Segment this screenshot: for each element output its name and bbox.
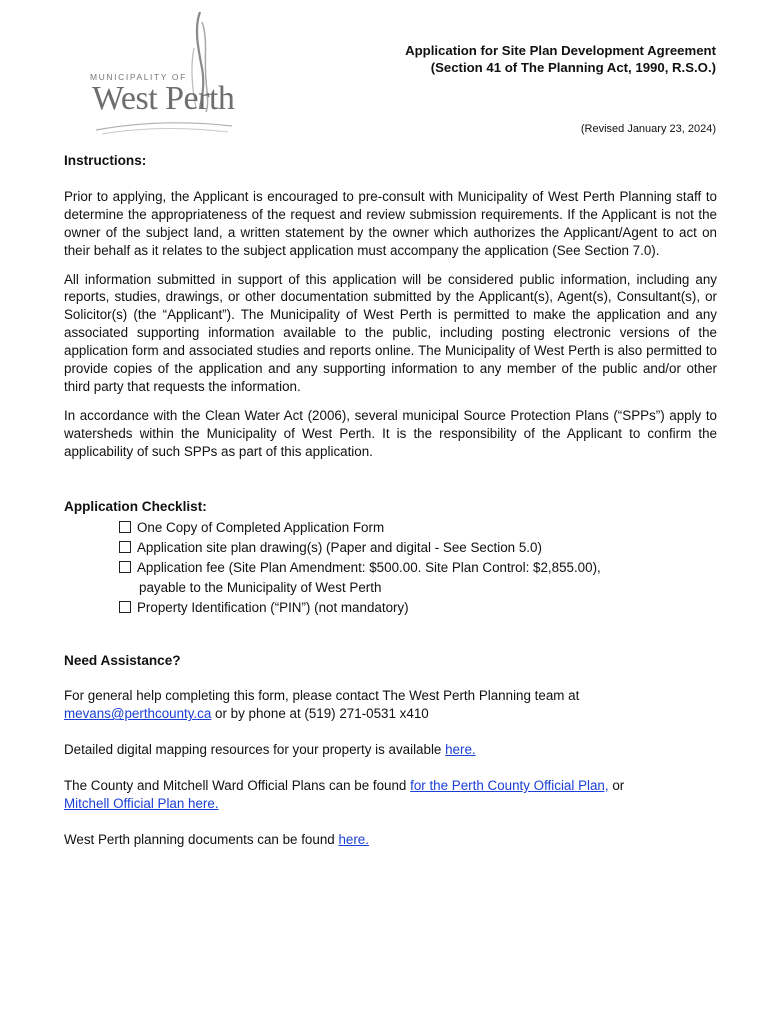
municipality-logo bbox=[82, 8, 242, 138]
mapping-link[interactable]: here. bbox=[445, 742, 476, 758]
assistance-text: For general help completing this form, please contact The West Perth Planning team at bbox=[64, 688, 580, 704]
checklist-item[interactable] bbox=[64, 518, 717, 538]
instructions-heading: Instructions: bbox=[64, 153, 147, 168]
revised-date: (Revised January 23, 2024) bbox=[580, 123, 716, 135]
mapping-text: Detailed digital mapping resources for your property is available bbox=[64, 742, 446, 758]
logo-west-perth-text: West Perth bbox=[92, 80, 235, 117]
official-plans-or: or bbox=[608, 778, 625, 794]
instructions-paragraph-3: In accordance with the Clean Water Act (2006), several municipal Source Protection Plans (“SPPs”) apply to watersheds within the Municipality of West Perth. It is the responsibility of the Applicant to confirm the applicability of such SPPs as part of this application. bbox=[64, 407, 717, 459]
document-body bbox=[64, 152, 717, 849]
assistance-heading: Need Assistance? bbox=[64, 652, 181, 668]
checklist-item-label: Application fee (Site Plan Amendment: $500.00. Site Plan Control: $2,855.00), bbox=[137, 559, 601, 575]
checklist-heading: Application Checklist: bbox=[64, 498, 207, 514]
checklist-item[interactable] bbox=[64, 558, 717, 578]
document-title bbox=[405, 42, 716, 76]
assistance-paragraph-4 bbox=[64, 831, 717, 849]
checkbox-icon[interactable] bbox=[119, 541, 131, 553]
checklist-item-label: Property Identification (“PIN”) (not mandatory) bbox=[137, 599, 409, 615]
phone-text: or by phone at (519) 271-0531 x410 bbox=[211, 706, 429, 722]
title-line-1: Application for Site Plan Development Agreement bbox=[405, 43, 716, 58]
planning-docs-text: West Perth planning documents can be found bbox=[64, 831, 339, 847]
checkbox-icon[interactable] bbox=[119, 521, 131, 533]
assistance-paragraph-1 bbox=[64, 687, 717, 723]
checklist-item-label: Application site plan drawing(s) (Paper and digital - See Section 5.0) bbox=[137, 539, 542, 555]
official-plans-text: The County and Mitchell Ward Official Plans can be found bbox=[64, 778, 411, 794]
assistance-paragraph-2 bbox=[64, 741, 717, 759]
checklist-item[interactable] bbox=[64, 538, 717, 558]
checklist bbox=[64, 518, 717, 618]
email-link[interactable]: mevans@perthcounty.ca bbox=[64, 706, 212, 722]
checkbox-icon[interactable] bbox=[119, 601, 131, 613]
mitchell-plan-link[interactable]: Mitchell Official Plan here. bbox=[64, 796, 219, 812]
instructions-paragraph-1: Prior to applying, the Applicant is encouraged to pre-consult with Municipality of West Perth Planning staff to determine the appropriateness of the request and review submission requirements. If the Applicant is not the owner of the subject land, a written statement by the owner which authorizes the Applicant/Agent to act on their behalf as it relates to the subject application must accompany the application (See Section 7.0). bbox=[64, 188, 717, 258]
assistance-paragraph-3 bbox=[64, 777, 717, 813]
checklist-item[interactable] bbox=[64, 598, 717, 618]
checkbox-icon[interactable] bbox=[119, 561, 131, 573]
planning-docs-link[interactable]: here. bbox=[338, 831, 369, 847]
perth-county-plan-link[interactable]: for the Perth County Official Plan, bbox=[410, 778, 609, 794]
title-line-2: (Section 41 of The Planning Act, 1990, R.S.O.) bbox=[430, 60, 716, 75]
logo-municipality-text: MUNICIPALITY OF bbox=[90, 72, 187, 82]
instructions-paragraph-2: All information submitted in support of this application will be considered public information, including any reports, studies, drawings, or other documentation submitted by the Applicant(s), Agent(s), Consultant(s), or Solicitor(s) (the “Applicant”). The Municipality of West Perth is permitted to make the application and any associated supporting information available to the public, including posting electronic versions of the application form and associated studies and reports online. The Municipality of West Perth is also permitted to provide copies of the application and any supporting information to any member of the public and/or other third party that requests the information. bbox=[64, 271, 717, 394]
checklist-item-label: One Copy of Completed Application Form bbox=[137, 519, 385, 535]
checklist-item-continuation: payable to the Municipality of West Perth bbox=[139, 579, 382, 595]
